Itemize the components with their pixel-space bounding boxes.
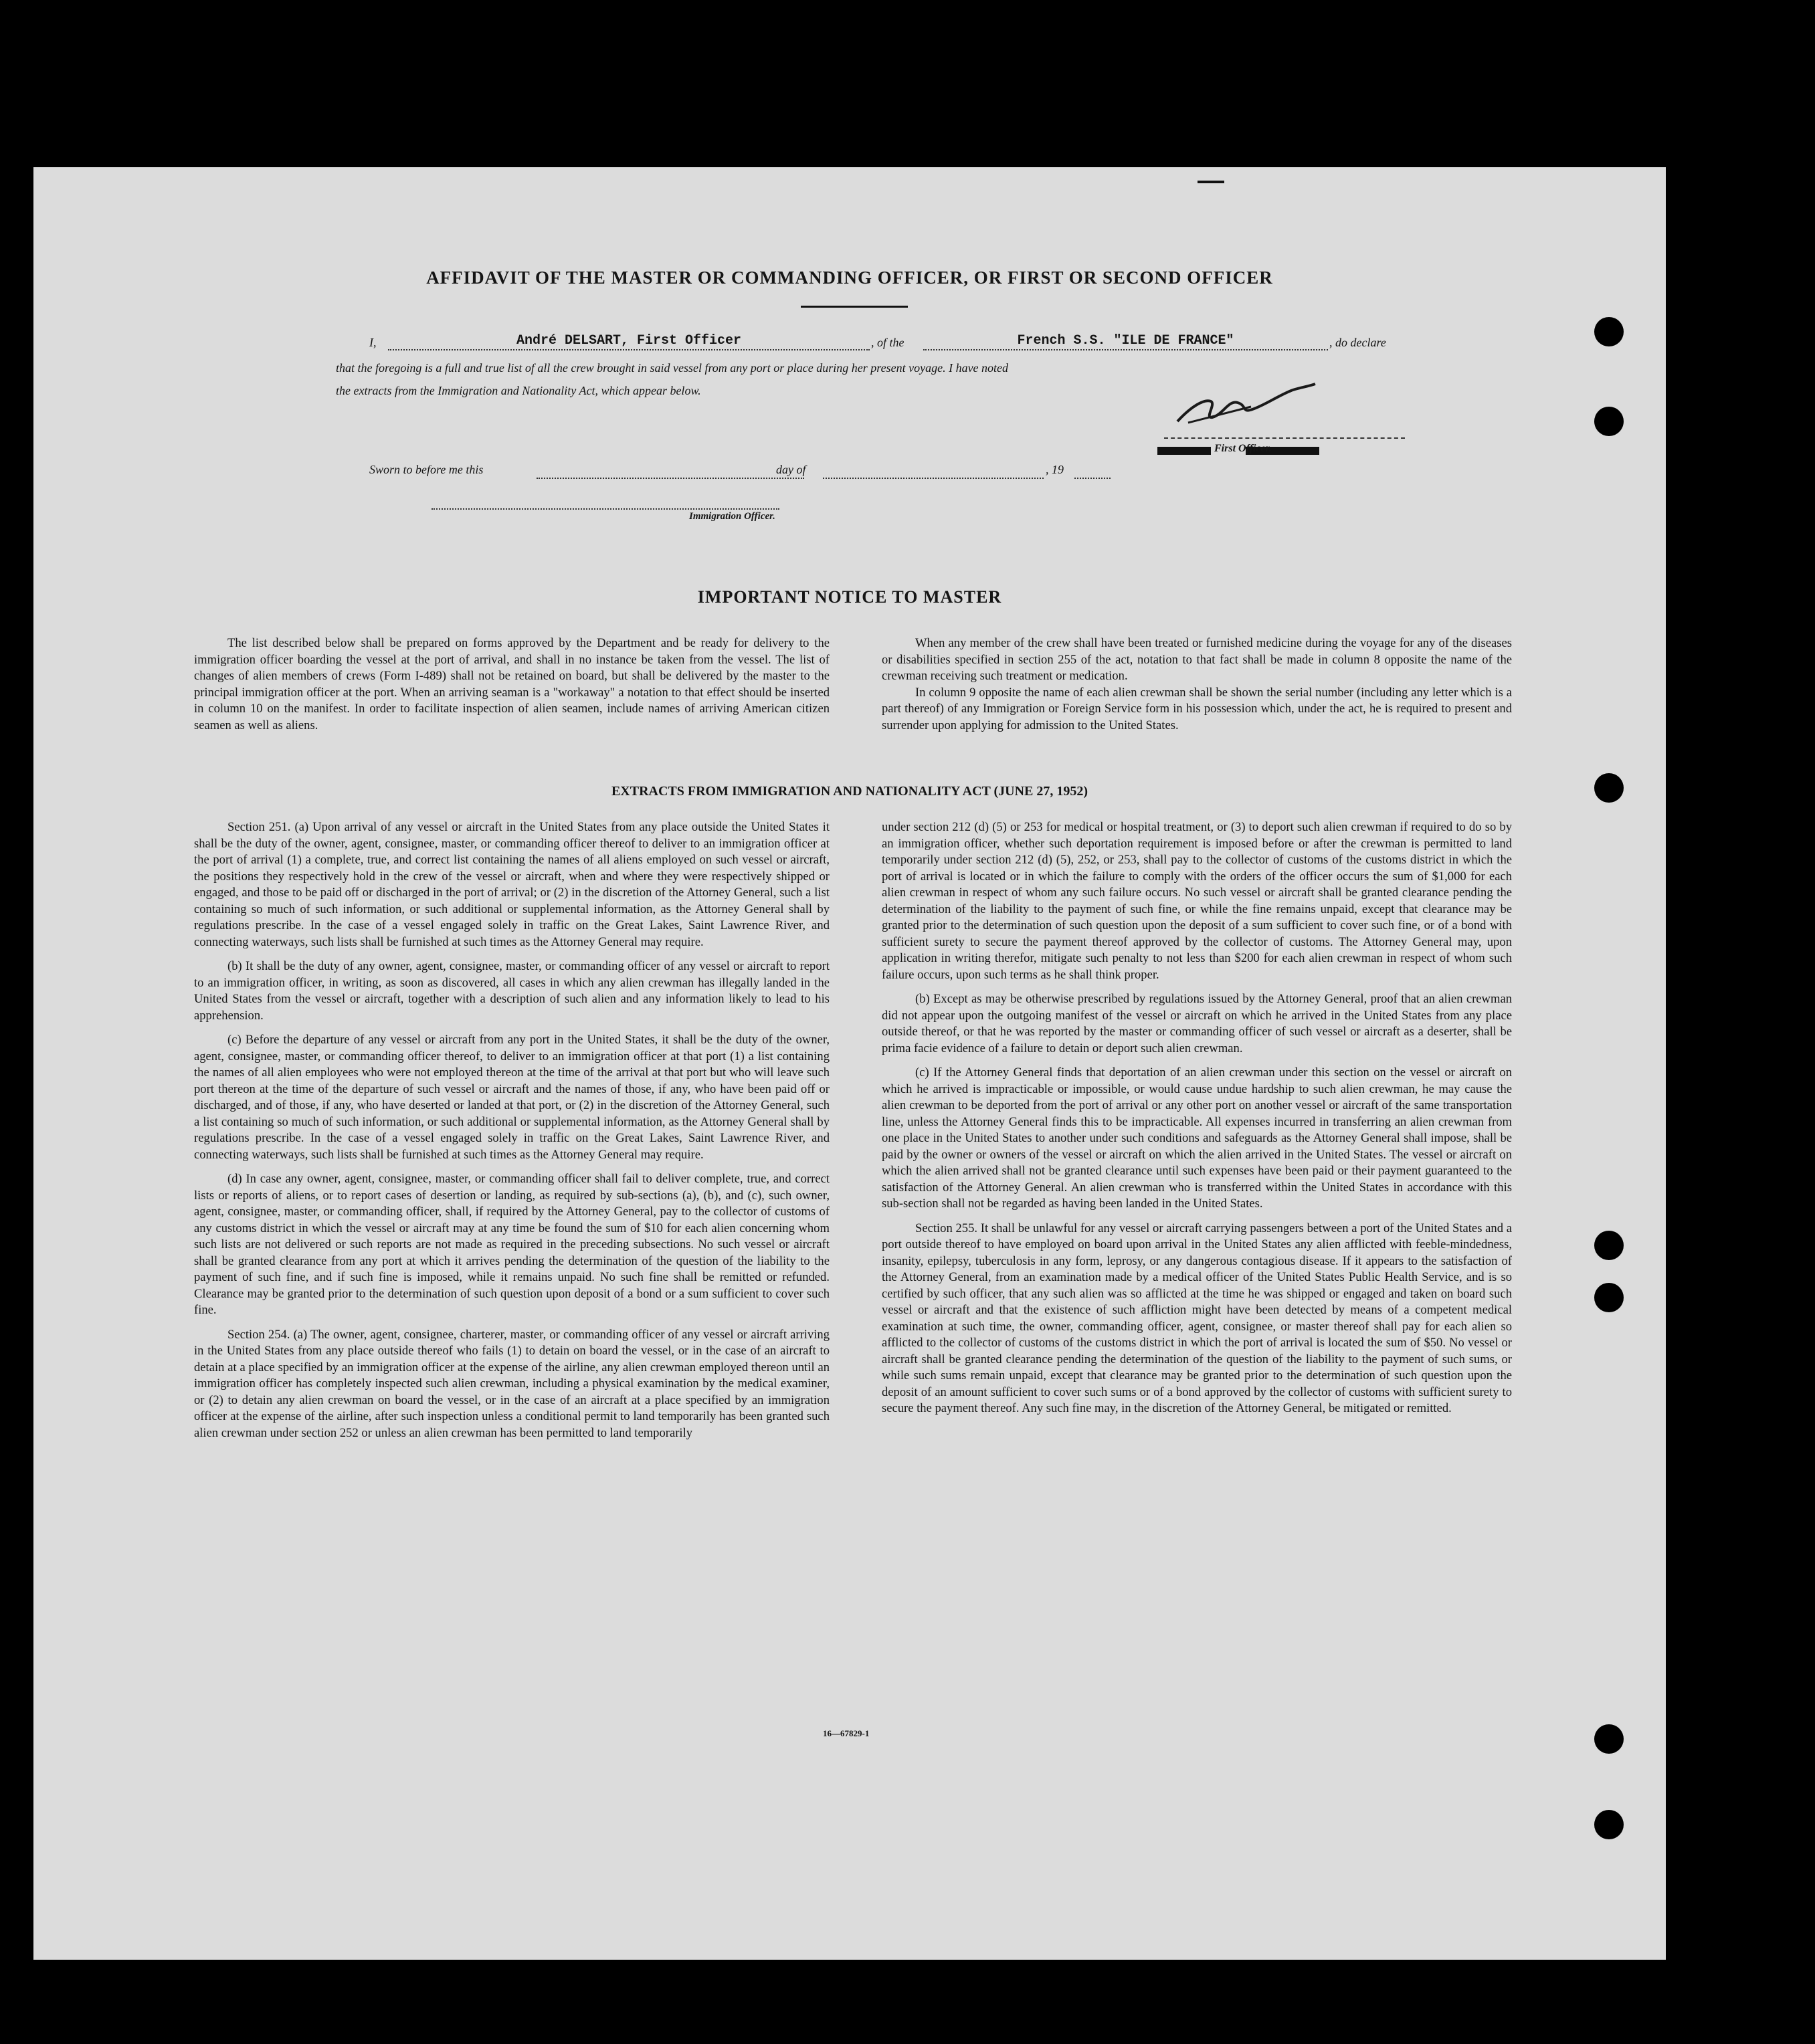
sworn-month-field[interactable]: [823, 462, 1044, 479]
binder-hole: [1594, 1231, 1624, 1260]
section-251-a: Section 251. (a) Upon arrival of any vessel or aircraft in the United States from any place outside the United States it shall be the duty of the owner, agent, consignee, master, or commanding officer thereof to deliver to an immigration officer at the port of arrival (1) a complete, true, and correct list containing the names of all aliens employed on such vessel or aircraft, the positions they respectively hold in the crew of the vessel or aircraft, when and where they were respectively shipped or engaged, and those to be paid off or discharged in the port of arrival; or (2) in the discretion of the Attorney General, such a list containing so much of such information, or such additional or supplemental information, as the Attorney General shall by regulations prescribe. In the case of a vessel engaged solely in traffic on the Great Lakes, Saint Lawrence River, and connecting waterways, such lists shall be furnished at such times as the Attorney General may require.: [194, 820, 830, 949]
binder-hole: [1594, 1283, 1624, 1312]
officer-caption: First Officer.: [1214, 443, 1272, 454]
section-254-b: (b) Except as may be otherwise prescribed by regulations issued by the Attorney General, proof that an alien crewman did not appear upon the outgoing manifest of the vessel or aircraft on which he arrived in the United States from any place outside thereof, or that he was reported by the master or commanding officer of such vessel or aircraft as a deserter, shall be prima facie evidence of a failure to detain or deport such alien crewman.: [882, 992, 1512, 1055]
form-code: 16—67829-1: [823, 1728, 870, 1738]
ink-mark: [1198, 181, 1224, 183]
notice-right-text-2: In column 9 opposite the name of each alien crewman shall be shown the serial number (including any letter which is a part thereof) of any Immigration or Foreign Service form in his possession which, under the act, he is required to present and surrender upon applying for admission to the United States.: [882, 685, 1512, 732]
extracts-left-column: [194, 819, 830, 1449]
extracts-right-column: [882, 819, 1512, 1425]
redaction-mark-1: [1157, 447, 1211, 455]
section-254-c: (c) If the Attorney General finds that deportation of an alien crewman under this section on the vessel or aircraft on which he arrived is impracticable or impossible, or would cause undue hardship to such alien crewman, he may cause the alien crewman to be deported from the port of arrival or any other port on another vessel or aircraft of the same transportation line, unless the Attorney General finds this to be impracticable. All expenses incurred in transferring an alien crewman from one place in the United States to another under such conditions and safeguards as the Attorney General shall impose, shall be paid by the owner or owners of the vessel or aircraft on which the alien arrived in the United States. The vessel or aircraft on which the alien arrived shall not be granted clearance until such expenses have been paid or their payment guaranteed to the satisfaction of the Attorney General. An alien crewman who is transferred within the United States in accordance with this sub-section shall not be regarded as having been landed in the United States.: [882, 1065, 1512, 1211]
form-title: AFFIDAVIT OF THE MASTER OR COMMANDING OFFICER, OR FIRST OR SECOND OFFICER: [426, 268, 1273, 288]
notice-left-text: The list described below shall be prepared on forms approved by the Department and be ready for delivery to the immigration officer boarding the vessel at the port of arrival, and shall in no instance be taken from the vessel. The list of changes of alien members of crews (Form I-489) shall not be retained on board, but shall be delivered by the master to the principal immigration officer at the port. When an arriving seaman is a "workaway" a notation to that effect should be inserted in column 10 on the manifest. In order to facilitate inspection of alien seamen, include names of arriving American citizen seamen as well as aliens.: [194, 636, 830, 732]
binder-hole: [1594, 1724, 1624, 1754]
do-declare-label: , do declare: [1329, 336, 1386, 349]
sworn-label: Sworn to before me this: [369, 463, 484, 476]
section-251-d: (d) In case any owner, agent, consignee, master, or commanding officer shall fail to deliver complete, true, and correct lists or reports of aliens, or to report cases of desertion or landing, as required by sub-sections (a), (b), and (c), such owner, agent, consignee, master, or commanding officer, shall, if required by the Attorney General, pay to the collector of customs of any customs district in which the vessel or aircraft may at any time be found the sum of $10 for each alien concerning whom such lists are not delivered or such reports are not made as required in the preceding subsections. No such vessel or aircraft shall be granted clearance from any port at which it arrives pending the determination of the question of the liability to the payment of such fine, and if such fine is imposed, while it remains unpaid. No such fine shall be remitted or refunded. Clearance may be granted prior to the determination of such question upon deposit of a bond or a sum sufficient to cover such fine.: [194, 1172, 830, 1317]
notice-heading: IMPORTANT NOTICE TO MASTER: [697, 587, 1002, 607]
section-255: Section 255. It shall be unlawful for any vessel or aircraft carrying passengers between a port of the United States and a port outside thereof to have employed on board upon arrival in the United States any alien afflicted with feeble-mindedness, insanity, epilepsy, tuberculosis in any form, leprosy, or any dangerous contagious disease. If it appears to the satisfaction of the Attorney General, from an examination made by a medical officer of the United States Public Health Service, and is so certified by such officer, that any such alien was so afflicted at the time he was shipped or engaged and taken on board such vessel or aircraft and that the existence of such affliction might have been detected by means of a competent medical examination at such time, the owner, commanding officer, agent, consignee, or master thereof shall pay for each alien so afflicted to the collector of customs of the customs district in which the port of arrival is located the sum of $50. No vessel or aircraft shall be granted clearance pending the determination of the question of the liability to the payment of such sums, or while such sums remain unpaid, except that clearance may be granted prior to the determination of such question upon the deposit of an amount sufficient to cover such sums or of a bond approved by the collector of customs with sufficient surety to secure the payment thereof. Any such fine may, in the discretion of the Attorney General, be mitigated or remitted.: [882, 1221, 1512, 1415]
sworn-day-field[interactable]: [537, 462, 804, 479]
section-251-b: (b) It shall be the duty of any owner, agent, consignee, master, or commanding officer of any vessel or aircraft to report to an immigration officer, in writing, as soon as discovered, all cases in which any alien crewman has illegally landed in the United States from the vessel or aircraft, together with a description of such alien and any information likely to lead to his apprehension.: [194, 959, 830, 1023]
officer-signature: [1164, 380, 1325, 433]
notice-right-column: [882, 635, 1512, 742]
day-of-label: day of: [776, 463, 806, 476]
decl-line-2: that the foregoing is a full and true list of all the crew brought in said vessel from any port or place during her present voyage. I have noted: [336, 361, 1009, 375]
decl-line-3: the extracts from the Immigration and Nationality Act, which appear below.: [336, 384, 701, 397]
binder-hole: [1594, 773, 1624, 803]
immigration-officer-label: Immigration Officer.: [689, 511, 775, 522]
notice-right-text-1: When any member of the crew shall have been treated or furnished medicine during the voyage for any of the diseases or disabilities specified in section 255 of the act, notation to that fact shall be made in column 8 opposite the name of the crewman receiving such treatment or medication.: [882, 636, 1512, 683]
title-rule: [801, 306, 908, 308]
extracts-heading: EXTRACTS FROM IMMIGRATION AND NATIONALITY ACT (JUNE 27, 1952): [611, 784, 1088, 799]
binder-hole: [1594, 1810, 1624, 1839]
sworn-year-field[interactable]: [1074, 462, 1111, 479]
immigration-officer-signature-field[interactable]: [432, 492, 779, 510]
vessel-field[interactable]: French S.S. "ILE DE FRANCE": [923, 333, 1328, 350]
officer-name-field[interactable]: André DELSART, First Officer: [388, 333, 870, 350]
binder-hole: [1594, 407, 1624, 436]
form-sheet: [33, 167, 1666, 1960]
signature-line: [1164, 437, 1405, 439]
year-prefix: , 19: [1046, 463, 1064, 476]
notice-left-column: [194, 635, 830, 742]
of-the-label: , of the: [871, 336, 904, 349]
decl-i-label: I,: [369, 336, 377, 349]
section-254-a-continued: under section 212 (d) (5) or 253 for medical or hospital treatment, or (3) to deport such alien crewman if required to do so by an immigration officer, whether such deportation requirement is imposed before or after the crewman is permitted to land temporarily under section 212 (d) (5), 252, or 253, shall pay to the collector of customs of the customs district in which the port of arrival is located or in which the failure to comply with the orders of the officer occurs the sum of $1,000 for each alien crewman in respect of whom any such failure occurs. No such vessel or aircraft shall be granted clearance pending the determination of the liability to the payment of such fine, or while the fine remains unpaid, except that clearance may be granted prior to the determination of such question upon the deposit of a sum sufficient to cover such fine, or of a bond with sufficient surety to secure the payment thereof approved by the collector of customs. The Attorney General may, upon application in writing therefor, mitigate such penalty to not less than $200 for each alien crewman in respect of whom such failure occurs, upon such terms as he shall think proper.: [882, 820, 1512, 982]
section-251-c: (c) Before the departure of any vessel or aircraft from any port in the United States, it shall be the duty of the owner, agent, consignee, master, or commanding officer thereof, to deliver to an immigration officer at that port (1) a list containing the names of all alien employees who were not employed thereon at the time of the arrival at that port but who will leave such port thereon at the time of the departure of such vessel or aircraft and the names of those, if any, who have been paid off or discharged, and of those, if any, who have deserted or landed at that port, or (2) in the discretion of the Attorney General, such a list containing so much of such information, or such additional or supplemental information, as the Attorney General shall by regulations prescribe. In the case of a vessel engaged solely in traffic on the Great Lakes, Saint Lawrence River, and connecting waterways, such lists shall be furnished at such times as the Attorney General may require.: [194, 1033, 830, 1162]
binder-hole: [1594, 317, 1624, 346]
section-254-a: Section 254. (a) The owner, agent, consignee, charterer, master, or commanding officer of any vessel or aircraft arriving in the United States from any place outside thereof who fails (1) to detain on board the vessel, or in the case of an aircraft to detain at a place specified by an immigration officer at the expense of the airline, any alien crewman employed thereon until an immigration officer has completely inspected such alien crewman, including a physical examination by the medical examiner, or (2) to detain any alien crewman on board the vessel, or in the case of an aircraft at a place specified by an immigration officer at the expense of the airline, after such inspection unless a conditional permit to land temporarily has been granted such alien crewman under section 252 or unless an alien crewman has been permitted to land temporarily: [194, 1327, 830, 1440]
